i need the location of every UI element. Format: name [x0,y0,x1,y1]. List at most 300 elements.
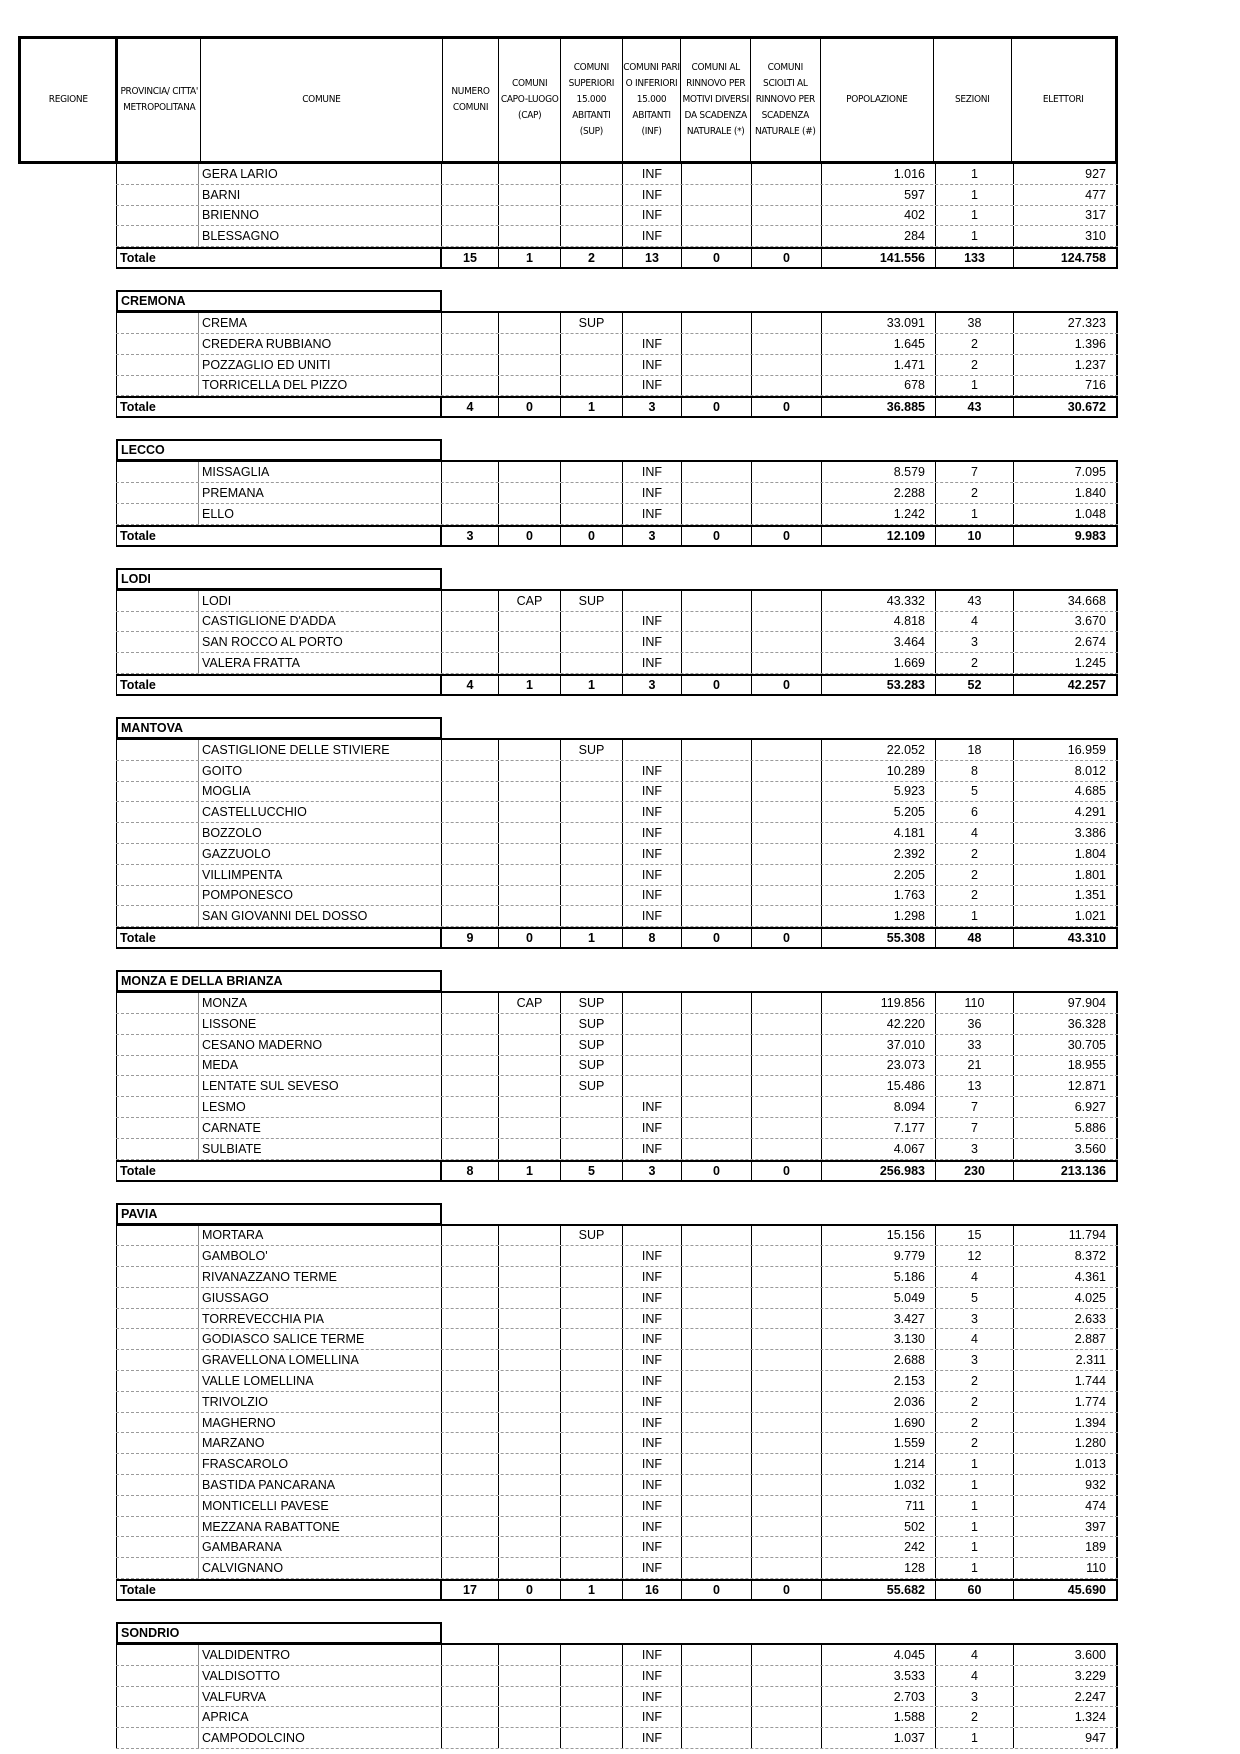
total-inferiori: 3 [623,1162,682,1180]
inferiore-cell [623,1226,682,1246]
sciolti-cell [752,1392,822,1412]
capoluogo-cell [499,844,561,864]
numero-cell [442,782,499,802]
sezioni-cell: 2 [936,483,1014,503]
rinnovo-cell [682,1097,752,1117]
superiore-cell [561,612,623,632]
inferiore-cell: INF [623,906,682,926]
superiore-cell [561,1537,623,1557]
capoluogo-cell [499,1097,561,1117]
comune-name: CESANO MADERNO [199,1035,442,1055]
sezioni-cell: 3 [936,1309,1014,1329]
popolazione-cell: 502 [822,1517,936,1537]
inferiore-cell: INF [623,1413,682,1433]
sciolti-cell [752,1558,822,1578]
popolazione-cell: 9.779 [822,1246,936,1266]
province-cell [116,185,199,205]
elettori-cell: 3.600 [1014,1645,1118,1665]
table-row [116,1517,1118,1538]
superiore-cell [561,1097,623,1117]
sezioni-cell: 1 [936,1496,1014,1516]
sezioni-cell: 15 [936,1226,1014,1246]
sezioni-cell: 4 [936,1645,1014,1665]
sezioni-cell: 1 [936,1537,1014,1557]
sezioni-cell: 3 [936,1687,1014,1707]
table-row [116,1558,1118,1579]
comune-name: MORTARA [199,1226,442,1246]
table-row [116,185,1118,206]
rinnovo-cell [682,906,752,926]
numero-cell [442,1246,499,1266]
elettori-cell: 2.887 [1014,1329,1118,1349]
inferiore-cell: INF [623,1309,682,1329]
superiore-cell [561,1687,623,1707]
inferiore-cell: INF [623,164,682,184]
elettori-cell: 1.351 [1014,886,1118,906]
sciolti-cell [752,1371,822,1391]
comune-name: MOGLIA [199,782,442,802]
superiore-cell [561,1728,623,1748]
sciolti-cell [752,1350,822,1370]
table-row [116,1226,1118,1247]
superiore-cell [561,504,623,524]
province-cell [116,1350,199,1370]
comune-name: GODIASCO SALICE TERME [199,1329,442,1349]
elettori-cell: 1.774 [1014,1392,1118,1412]
table-row [116,823,1118,844]
comune-name: LENTATE SUL SEVESO [199,1076,442,1096]
total-numero: 4 [442,676,499,694]
numero-cell [442,355,499,375]
comune-name: GERA LARIO [199,164,442,184]
numero-cell [442,164,499,184]
comune-name: BRIENNO [199,206,442,226]
total-popolazione: 256.983 [822,1162,936,1180]
elettori-cell: 1.801 [1014,865,1118,885]
numero-cell [442,1558,499,1578]
rinnovo-cell [682,591,752,611]
numero-cell [442,313,499,333]
province-cell [116,823,199,843]
capoluogo-cell [499,1413,561,1433]
superiore-cell [561,1558,623,1578]
rinnovo-cell [682,1056,752,1076]
capoluogo-cell [499,1517,561,1537]
superiore-cell [561,653,623,673]
rinnovo-cell [682,993,752,1013]
rinnovo-cell [682,1392,752,1412]
superiore-cell [561,206,623,226]
province-cell [116,1687,199,1707]
capoluogo-cell [499,1475,561,1495]
province-rows [116,460,1118,546]
province-cell [116,1056,199,1076]
province-cell [116,1267,199,1287]
sciolti-cell [752,1309,822,1329]
numero-cell [442,1666,499,1686]
comune-name: CALVIGNANO [199,1558,442,1578]
province-cell [116,802,199,822]
sezioni-cell: 21 [936,1056,1014,1076]
numero-cell [442,1728,499,1748]
table-row [116,1309,1118,1330]
total-capoluogo: 1 [499,676,561,694]
capoluogo-cell [499,1309,561,1329]
province-cell [116,206,199,226]
elettori-cell: 34.668 [1014,591,1118,611]
superiore-cell [561,1413,623,1433]
elettori-cell: 7.095 [1014,462,1118,482]
capoluogo-cell [499,1139,561,1159]
sciolti-cell [752,1288,822,1308]
sezioni-cell: 2 [936,865,1014,885]
total-superiori: 1 [561,929,623,947]
sciolti-cell [752,1014,822,1034]
table-row [116,1097,1118,1118]
province-cell [116,1097,199,1117]
comune-name: LESMO [199,1097,442,1117]
total-capoluogo: 0 [499,527,561,545]
sezioni-cell: 1 [936,185,1014,205]
province-cell [116,313,199,333]
inferiore-cell: INF [623,1350,682,1370]
province-cell [116,1288,199,1308]
capoluogo-cell [499,886,561,906]
comune-name: POZZAGLIO ED UNITI [199,355,442,375]
comune-name: MEDA [199,1056,442,1076]
total-label: Totale [116,398,199,416]
total-label: Totale [116,527,199,545]
inferiore-cell: INF [623,802,682,822]
total-row [116,674,1118,696]
capoluogo-cell [499,1728,561,1748]
header-sciolti: COMUNI SCIOLTI AL RINNOVO PER SCADENZA NATURALE (#) [751,39,821,161]
popolazione-cell: 8.579 [822,462,936,482]
numero-cell [442,1475,499,1495]
province-block [116,970,1118,1181]
popolazione-cell: 1.242 [822,504,936,524]
sciolti-cell [752,1035,822,1055]
province-cell [116,1645,199,1665]
numero-cell [442,632,499,652]
popolazione-cell: 3.130 [822,1329,936,1349]
table-row [116,1329,1118,1350]
inferiore-cell: INF [623,355,682,375]
popolazione-cell: 22.052 [822,740,936,760]
comune-name: MEZZANA RABATTONE [199,1517,442,1537]
province-cell [116,1035,199,1055]
sezioni-cell: 3 [936,1139,1014,1159]
total-capoluogo: 1 [499,249,561,267]
popolazione-cell: 4.181 [822,823,936,843]
capoluogo-cell [499,206,561,226]
total-sciolti: 0 [752,249,822,267]
numero-cell [442,591,499,611]
table-row [116,632,1118,653]
elettori-cell: 97.904 [1014,993,1118,1013]
popolazione-cell: 128 [822,1558,936,1578]
numero-cell [442,1392,499,1412]
elettori-cell: 4.025 [1014,1288,1118,1308]
total-spacer [199,929,442,947]
numero-cell [442,761,499,781]
capoluogo-cell [499,1288,561,1308]
popolazione-cell: 4.045 [822,1645,936,1665]
total-popolazione: 55.682 [822,1581,936,1599]
superiore-cell [561,823,623,843]
province-cell [116,993,199,1013]
inferiore-cell: INF [623,653,682,673]
rinnovo-cell [682,844,752,864]
elettori-cell: 1.048 [1014,504,1118,524]
popolazione-cell: 2.036 [822,1392,936,1412]
sciolti-cell [752,1056,822,1076]
comune-name: CREDERA RUBBIANO [199,334,442,354]
popolazione-cell: 242 [822,1537,936,1557]
province-cell [116,865,199,885]
comune-name: RIVANAZZANO TERME [199,1267,442,1287]
superiore-cell [561,1350,623,1370]
comune-name: TORRICELLA DEL PIZZO [199,376,442,396]
sezioni-cell: 7 [936,1118,1014,1138]
rinnovo-cell [682,632,752,652]
superiore-cell [561,1288,623,1308]
table-row [116,164,1118,185]
elettori-cell: 8.372 [1014,1246,1118,1266]
capoluogo-cell [499,653,561,673]
sciolti-cell [752,226,822,246]
inferiore-cell: INF [623,1267,682,1287]
elettori-cell: 397 [1014,1517,1118,1537]
rinnovo-cell [682,1413,752,1433]
popolazione-cell: 1.016 [822,164,936,184]
numero-cell [442,1329,499,1349]
rinnovo-cell [682,865,752,885]
province-cell [116,1014,199,1034]
sezioni-cell: 38 [936,313,1014,333]
sciolti-cell [752,504,822,524]
capoluogo-cell [499,1371,561,1391]
elettori-cell: 2.674 [1014,632,1118,652]
total-superiori: 5 [561,1162,623,1180]
rinnovo-cell [682,355,752,375]
inferiore-cell: INF [623,1707,682,1727]
total-row [116,1579,1118,1601]
sezioni-cell: 2 [936,1413,1014,1433]
total-sciolti: 0 [752,676,822,694]
sciolti-cell [752,376,822,396]
numero-cell [442,1139,499,1159]
table-body [116,164,1118,1749]
comune-name: CASTIGLIONE D'ADDA [199,612,442,632]
elettori-cell: 30.705 [1014,1035,1118,1055]
total-numero: 15 [442,249,499,267]
inferiore-cell: INF [623,1558,682,1578]
popolazione-cell: 1.669 [822,653,936,673]
sezioni-cell: 1 [936,1454,1014,1474]
rinnovo-cell [682,313,752,333]
popolazione-cell: 597 [822,185,936,205]
sezioni-cell: 2 [936,653,1014,673]
superiore-cell [561,906,623,926]
capoluogo-cell [499,1226,561,1246]
popolazione-cell: 1.032 [822,1475,936,1495]
numero-cell [442,823,499,843]
inferiore-cell: INF [623,334,682,354]
rinnovo-cell [682,782,752,802]
sezioni-cell: 1 [936,376,1014,396]
elettori-cell: 3.560 [1014,1139,1118,1159]
inferiore-cell: INF [623,226,682,246]
inferiore-cell: INF [623,1246,682,1266]
province-name: LODI [116,568,442,589]
elettori-cell: 1.237 [1014,355,1118,375]
sciolti-cell [752,865,822,885]
province-name: MANTOVA [116,717,442,738]
sciolti-cell [752,1475,822,1495]
comune-name: VALDISOTTO [199,1666,442,1686]
rinnovo-cell [682,1246,752,1266]
rinnovo-cell [682,1139,752,1159]
province-cell [116,906,199,926]
rinnovo-cell [682,1371,752,1391]
capoluogo-cell [499,1645,561,1665]
popolazione-cell: 2.205 [822,865,936,885]
total-sciolti: 0 [752,527,822,545]
sezioni-cell: 1 [936,1517,1014,1537]
inferiore-cell [623,1035,682,1055]
inferiore-cell [623,591,682,611]
capoluogo-cell [499,782,561,802]
superiore-cell: SUP [561,1226,623,1246]
sezioni-cell: 2 [936,1392,1014,1412]
total-inferiori: 8 [623,929,682,947]
numero-cell [442,1014,499,1034]
popolazione-cell: 119.856 [822,993,936,1013]
province-block [116,290,1118,418]
sciolti-cell [752,1329,822,1349]
sciolti-cell [752,632,822,652]
total-sezioni: 60 [936,1581,1014,1599]
elettori-cell: 310 [1014,226,1118,246]
superiore-cell [561,1371,623,1391]
popolazione-cell: 3.533 [822,1666,936,1686]
popolazione-cell: 37.010 [822,1035,936,1055]
comune-name: MONTICELLI PAVESE [199,1496,442,1516]
province-block [116,439,1118,546]
superiore-cell [561,886,623,906]
comune-name: GIUSSAGO [199,1288,442,1308]
comune-name: GAMBOLO' [199,1246,442,1266]
province-block [116,164,1118,269]
total-row [116,525,1118,547]
sezioni-cell: 5 [936,782,1014,802]
numero-cell [442,1267,499,1287]
capoluogo-cell [499,1035,561,1055]
capoluogo-cell [499,462,561,482]
table-row [116,1728,1118,1749]
numero-cell [442,844,499,864]
province-rows [116,1643,1118,1749]
total-rinnovo: 0 [682,929,752,947]
sezioni-cell: 2 [936,355,1014,375]
sciolti-cell [752,1267,822,1287]
sciolti-cell [752,164,822,184]
superiore-cell [561,1475,623,1495]
superiore-cell [561,1329,623,1349]
province-cell [116,761,199,781]
popolazione-cell: 5.186 [822,1267,936,1287]
comune-name: GAMBARANA [199,1537,442,1557]
total-rinnovo: 0 [682,398,752,416]
popolazione-cell: 2.288 [822,483,936,503]
rinnovo-cell [682,1496,752,1516]
table-row [116,591,1118,612]
comune-name: GRAVELLONA LOMELLINA [199,1350,442,1370]
capoluogo-cell [499,1118,561,1138]
comune-name: FRASCAROLO [199,1454,442,1474]
table-row [116,355,1118,376]
sciolti-cell [752,334,822,354]
elettori-cell: 2.247 [1014,1687,1118,1707]
rinnovo-cell [682,164,752,184]
numero-cell [442,1309,499,1329]
elettori-cell: 1.021 [1014,906,1118,926]
numero-cell [442,206,499,226]
total-superiori: 1 [561,1581,623,1599]
sezioni-cell: 2 [936,334,1014,354]
sciolti-cell [752,1076,822,1096]
elettori-cell: 16.959 [1014,740,1118,760]
superiore-cell: SUP [561,1035,623,1055]
province-cell [116,1392,199,1412]
province-block [116,1622,1118,1749]
rinnovo-cell [682,1118,752,1138]
capoluogo-cell [499,1496,561,1516]
sezioni-cell: 13 [936,1076,1014,1096]
table-row [116,1267,1118,1288]
table-row [116,1392,1118,1413]
popolazione-cell: 7.177 [822,1118,936,1138]
table-row [116,906,1118,927]
province-cell [116,1139,199,1159]
elettori-cell: 1.840 [1014,483,1118,503]
sciolti-cell [752,653,822,673]
table-row [116,1076,1118,1097]
table-row [116,1056,1118,1077]
numero-cell [442,1687,499,1707]
popolazione-cell: 1.588 [822,1707,936,1727]
elettori-cell: 474 [1014,1496,1118,1516]
sciolti-cell [752,906,822,926]
table-row [116,376,1118,397]
table-row [116,782,1118,803]
superiore-cell [561,355,623,375]
total-label: Totale [116,929,199,947]
rinnovo-cell [682,1454,752,1474]
sezioni-cell: 1 [936,1475,1014,1495]
total-sciolti: 0 [752,1162,822,1180]
sezioni-cell: 12 [936,1246,1014,1266]
popolazione-cell: 1.037 [822,1728,936,1748]
popolazione-cell: 2.703 [822,1687,936,1707]
total-elettori: 45.690 [1014,1581,1118,1599]
sciolti-cell [752,844,822,864]
comune-name: CARNATE [199,1118,442,1138]
superiore-cell [561,164,623,184]
numero-cell [442,334,499,354]
capoluogo-cell [499,1056,561,1076]
